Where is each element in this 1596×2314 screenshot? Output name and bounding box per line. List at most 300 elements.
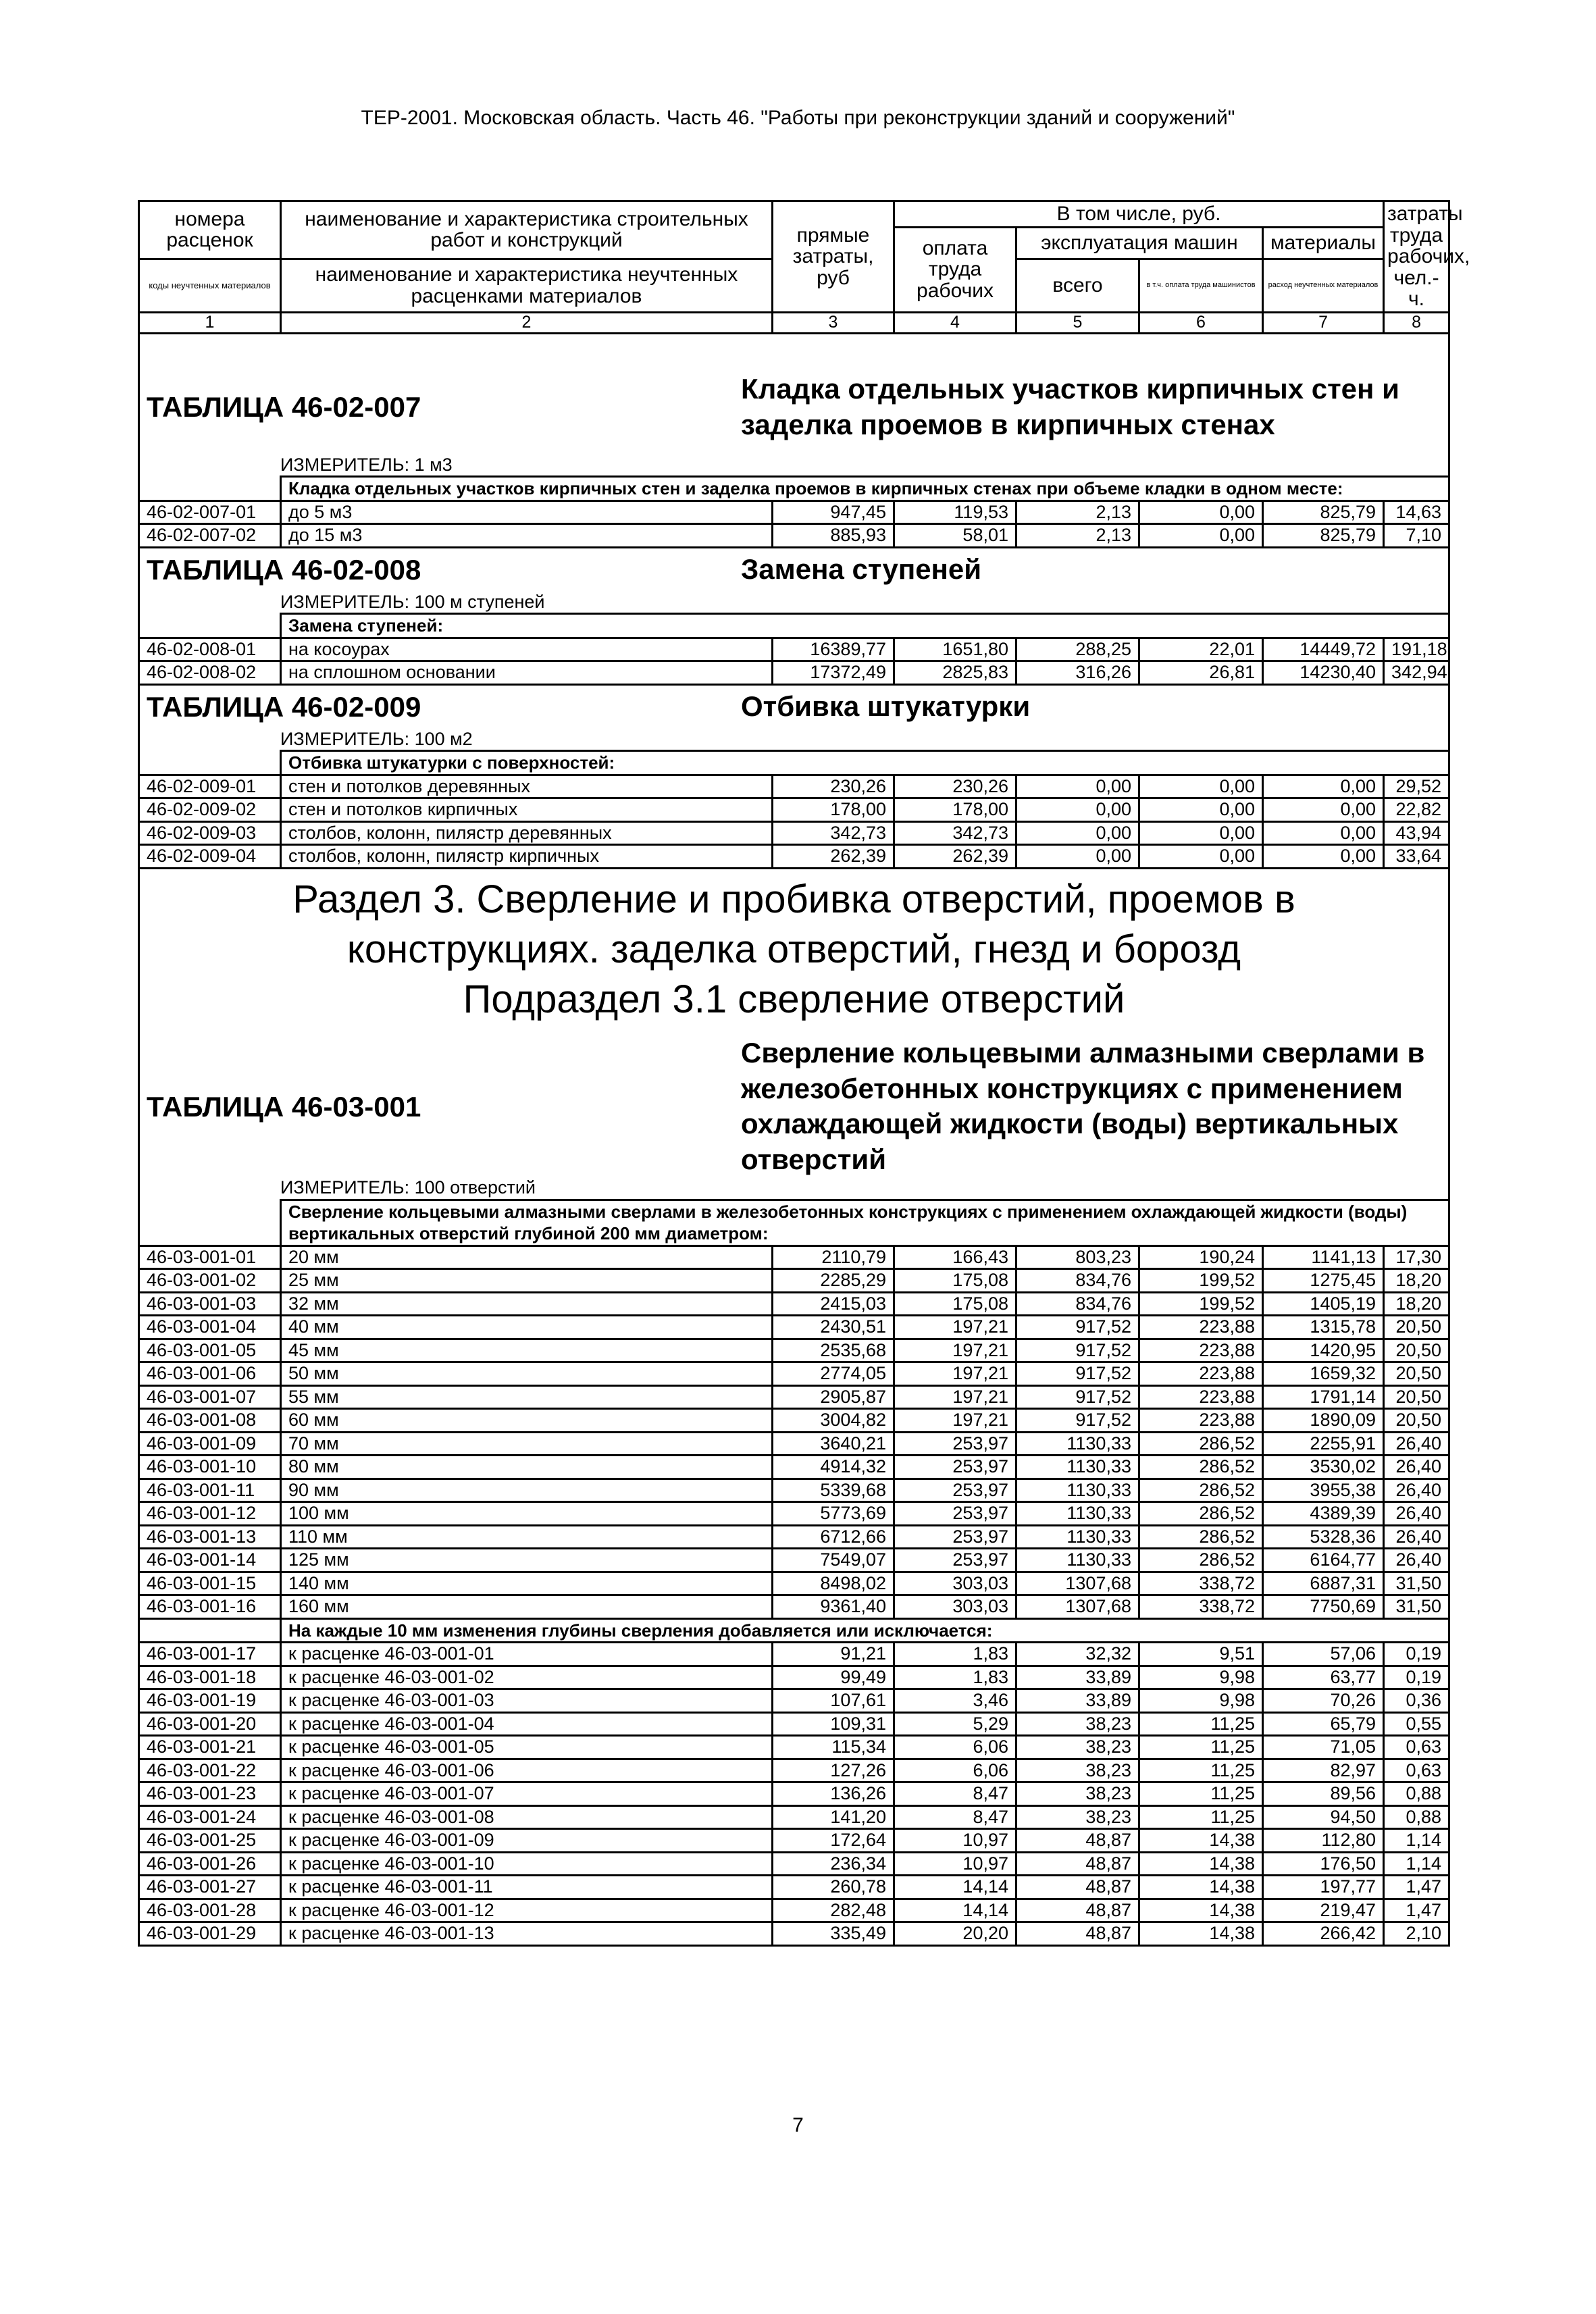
table-title: Кладка отдельных участков кирпичных стен и заделка проемов в кирпичных стенах xyxy=(741,373,1399,440)
machinist-wages: 22,01 xyxy=(1139,638,1263,661)
worker-wages: 14,14 xyxy=(894,1899,1016,1922)
table-row xyxy=(139,821,1449,845)
col-direct-costs-header: прямые затраты, руб xyxy=(773,201,894,313)
machines-total: 1307,68 xyxy=(1016,1595,1139,1619)
col-material-codes-header: коды неучтенных материалов xyxy=(139,259,281,312)
work-description: к расценке 46-03-001-04 xyxy=(281,1712,773,1736)
table-title: Сверление кольцевыми алмазными сверлами в железобетонных конструкциях с применением охлаждающей жидкости (воды) вертикальных отверстий xyxy=(741,1037,1425,1175)
rate-code: 46-03-001-02 xyxy=(139,1269,281,1293)
machinist-wages: 0,00 xyxy=(1139,500,1263,524)
machines-total: 38,23 xyxy=(1016,1712,1139,1736)
rate-code: 46-02-009-01 xyxy=(139,775,281,798)
labor-hours: 20,50 xyxy=(1384,1385,1449,1409)
worker-wages: 253,97 xyxy=(894,1549,1016,1572)
materials-cost: 1315,78 xyxy=(1263,1316,1384,1339)
work-description: стен и потолков деревянных xyxy=(281,775,773,798)
materials-cost: 6164,77 xyxy=(1263,1549,1384,1572)
labor-hours: 0,88 xyxy=(1384,1805,1449,1829)
machinist-wages: 286,52 xyxy=(1139,1456,1263,1479)
work-description: 45 мм xyxy=(281,1339,773,1362)
work-description: к расценке 46-03-001-05 xyxy=(281,1736,773,1759)
work-description: 140 мм xyxy=(281,1572,773,1595)
direct-costs: 127,26 xyxy=(773,1759,894,1782)
table-row xyxy=(139,1876,1449,1899)
rate-code: 46-03-001-03 xyxy=(139,1292,281,1316)
work-description: к расценке 46-03-001-02 xyxy=(281,1666,773,1689)
direct-costs: 2110,79 xyxy=(773,1245,894,1269)
table-row xyxy=(139,845,1449,869)
materials-cost: 71,05 xyxy=(1263,1736,1384,1759)
col-including-header: В том числе, руб. xyxy=(894,201,1384,228)
col-rate-number-header: номера расценок xyxy=(139,201,281,259)
materials-cost: 825,79 xyxy=(1263,524,1384,548)
section-heading-line: Раздел 3. Сверление и пробивка отверстий, проемов в xyxy=(292,877,1295,921)
table-row xyxy=(139,1269,1449,1293)
rate-code: 46-03-001-05 xyxy=(139,1339,281,1362)
table-row xyxy=(139,1689,1449,1713)
direct-costs: 4914,32 xyxy=(773,1456,894,1479)
table-row xyxy=(139,1852,1449,1876)
labor-hours: 26,40 xyxy=(1384,1525,1449,1549)
spacer xyxy=(139,333,1449,360)
machines-total: 316,26 xyxy=(1016,661,1139,685)
worker-wages: 197,21 xyxy=(894,1362,1016,1386)
rate-code: 46-03-001-18 xyxy=(139,1666,281,1689)
materials-cost: 1405,19 xyxy=(1263,1292,1384,1316)
table-row xyxy=(139,1292,1449,1316)
machinist-wages: 0,00 xyxy=(1139,845,1263,869)
rates-document xyxy=(138,200,1470,1947)
spacer xyxy=(139,1029,1449,1035)
labor-hours: 20,50 xyxy=(1384,1409,1449,1433)
labor-hours: 33,64 xyxy=(1384,845,1449,869)
machines-total: 38,23 xyxy=(1016,1782,1139,1806)
machinist-wages: 0,00 xyxy=(1139,524,1263,548)
machines-total: 48,87 xyxy=(1016,1876,1139,1899)
labor-hours: 18,20 xyxy=(1384,1269,1449,1293)
group-heading-row xyxy=(139,477,1449,501)
machines-total: 38,23 xyxy=(1016,1759,1139,1782)
labor-hours: 20,50 xyxy=(1384,1339,1449,1362)
machines-total: 48,87 xyxy=(1016,1852,1139,1876)
labor-hours: 2,10 xyxy=(1384,1922,1449,1946)
machinist-wages: 286,52 xyxy=(1139,1432,1263,1456)
machinist-wages: 14,38 xyxy=(1139,1829,1263,1853)
direct-costs: 136,26 xyxy=(773,1782,894,1806)
direct-costs: 8498,02 xyxy=(773,1572,894,1595)
group-heading: Кладка отдельных участков кирпичных стен и заделка проемов в кирпичных стенах при объеме кладки в одном месте: xyxy=(281,477,1449,501)
table-row xyxy=(139,1456,1449,1479)
machines-total: 834,76 xyxy=(1016,1269,1139,1293)
direct-costs: 2774,05 xyxy=(773,1362,894,1386)
materials-cost: 70,26 xyxy=(1263,1689,1384,1713)
column-number: 2 xyxy=(281,312,773,333)
column-number: 5 xyxy=(1016,312,1139,333)
materials-cost: 3955,38 xyxy=(1263,1479,1384,1502)
table-row xyxy=(139,1666,1449,1689)
materials-cost: 266,42 xyxy=(1263,1922,1384,1946)
materials-cost: 5328,36 xyxy=(1263,1525,1384,1549)
worker-wages: 178,00 xyxy=(894,798,1016,822)
machinist-wages: 223,88 xyxy=(1139,1385,1263,1409)
work-description: к расценке 46-03-001-08 xyxy=(281,1805,773,1829)
labor-hours: 0,36 xyxy=(1384,1689,1449,1713)
machines-total: 0,00 xyxy=(1016,845,1139,869)
machines-total: 1130,33 xyxy=(1016,1432,1139,1456)
labor-hours: 31,50 xyxy=(1384,1572,1449,1595)
rate-code: 46-02-009-03 xyxy=(139,821,281,845)
table-title-cell xyxy=(139,360,1449,455)
table-row xyxy=(139,1525,1449,1549)
rate-code: 46-03-001-13 xyxy=(139,1525,281,1549)
direct-costs: 16389,77 xyxy=(773,638,894,661)
work-description: до 15 м3 xyxy=(281,524,773,548)
work-description: столбов, колонн, пилястр деревянных xyxy=(281,821,773,845)
group-heading-blank xyxy=(139,1200,281,1245)
worker-wages: 253,97 xyxy=(894,1456,1016,1479)
table-title-row xyxy=(139,360,1449,455)
table-title-cell xyxy=(139,1035,1449,1177)
machinist-wages: 0,00 xyxy=(1139,798,1263,822)
direct-costs: 178,00 xyxy=(773,798,894,822)
table-row xyxy=(139,1316,1449,1339)
work-description: к расценке 46-03-001-01 xyxy=(281,1643,773,1666)
worker-wages: 3,46 xyxy=(894,1689,1016,1713)
machines-total: 0,00 xyxy=(1016,821,1139,845)
worker-wages: 6,06 xyxy=(894,1736,1016,1759)
rate-code: 46-02-007-01 xyxy=(139,500,281,524)
machinist-wages: 9,51 xyxy=(1139,1643,1263,1666)
table-title-block xyxy=(140,552,1448,588)
materials-cost: 63,77 xyxy=(1263,1666,1384,1689)
work-description: к расценке 46-03-001-11 xyxy=(281,1876,773,1899)
direct-costs: 236,34 xyxy=(773,1852,894,1876)
labor-hours: 1,47 xyxy=(1384,1899,1449,1922)
section-heading-line: Подраздел 3.1 сверление отверстий xyxy=(463,977,1125,1021)
labor-hours: 0,63 xyxy=(1384,1736,1449,1759)
materials-cost: 2255,91 xyxy=(1263,1432,1384,1456)
machinist-wages: 11,25 xyxy=(1139,1805,1263,1829)
labor-hours: 43,94 xyxy=(1384,821,1449,845)
machinist-wages: 14,38 xyxy=(1139,1852,1263,1876)
direct-costs: 6712,66 xyxy=(773,1525,894,1549)
labor-hours: 20,50 xyxy=(1384,1362,1449,1386)
machinist-wages: 223,88 xyxy=(1139,1362,1263,1386)
rates-table xyxy=(138,200,1470,1947)
worker-wages: 1,83 xyxy=(894,1666,1016,1689)
machines-total: 48,87 xyxy=(1016,1922,1139,1946)
machines-total: 288,25 xyxy=(1016,638,1139,661)
machinist-wages: 9,98 xyxy=(1139,1666,1263,1689)
direct-costs: 947,45 xyxy=(773,500,894,524)
table-meter: ИЗМЕРИТЕЛЬ: 100 м2 xyxy=(280,728,473,749)
worker-wages: 1,83 xyxy=(894,1643,1016,1666)
direct-costs: 5773,69 xyxy=(773,1502,894,1526)
rate-code: 46-03-001-16 xyxy=(139,1595,281,1619)
table-title-row xyxy=(139,1035,1449,1177)
rate-code: 46-02-008-01 xyxy=(139,638,281,661)
table-row xyxy=(139,500,1449,524)
table-meter: ИЗМЕРИТЕЛЬ: 100 отверстий xyxy=(280,1177,536,1198)
table-row xyxy=(139,1572,1449,1595)
rate-code: 46-03-001-23 xyxy=(139,1782,281,1806)
rate-code: 46-03-001-10 xyxy=(139,1456,281,1479)
work-description: 50 мм xyxy=(281,1362,773,1386)
materials-cost: 825,79 xyxy=(1263,500,1384,524)
table-title-block xyxy=(140,689,1448,725)
table-row xyxy=(139,1432,1449,1456)
labor-hours: 0,88 xyxy=(1384,1782,1449,1806)
work-description: 70 мм xyxy=(281,1432,773,1456)
labor-hours: 0,63 xyxy=(1384,1759,1449,1782)
direct-costs: 2415,03 xyxy=(773,1292,894,1316)
work-description: 40 мм xyxy=(281,1316,773,1339)
group-heading-blank xyxy=(139,751,281,775)
direct-costs: 17372,49 xyxy=(773,661,894,685)
labor-hours: 191,18 xyxy=(1384,638,1449,661)
rate-code: 46-03-001-01 xyxy=(139,1245,281,1269)
rate-code: 46-03-001-19 xyxy=(139,1689,281,1713)
work-description: стен и потолков кирпичных xyxy=(281,798,773,822)
machines-total: 1130,33 xyxy=(1016,1502,1139,1526)
table-row xyxy=(139,1899,1449,1922)
machines-total: 917,52 xyxy=(1016,1316,1139,1339)
direct-costs: 2905,87 xyxy=(773,1385,894,1409)
materials-cost: 65,79 xyxy=(1263,1712,1384,1736)
rate-code: 46-03-001-25 xyxy=(139,1829,281,1853)
materials-cost: 1420,95 xyxy=(1263,1339,1384,1362)
table-row xyxy=(139,1759,1449,1782)
work-description: к расценке 46-03-001-13 xyxy=(281,1922,773,1946)
labor-hours: 14,63 xyxy=(1384,500,1449,524)
work-description: 160 мм xyxy=(281,1595,773,1619)
col-work-name-header: наименование и характеристика строительных работ и конструкций xyxy=(281,201,773,259)
labor-hours: 26,40 xyxy=(1384,1432,1449,1456)
machines-total: 2,13 xyxy=(1016,500,1139,524)
work-description: 20 мм xyxy=(281,1245,773,1269)
labor-hours: 0,19 xyxy=(1384,1643,1449,1666)
worker-wages: 197,21 xyxy=(894,1409,1016,1433)
direct-costs: 172,64 xyxy=(773,1829,894,1853)
direct-costs: 3640,21 xyxy=(773,1432,894,1456)
machines-total: 38,23 xyxy=(1016,1736,1139,1759)
machines-total: 917,52 xyxy=(1016,1385,1139,1409)
section-heading-line: конструкциях. заделка отверстий, гнезд и борозд xyxy=(346,927,1241,971)
machinist-wages: 223,88 xyxy=(1139,1339,1263,1362)
machinist-wages: 338,72 xyxy=(1139,1595,1263,1619)
direct-costs: 342,73 xyxy=(773,821,894,845)
materials-cost: 1659,32 xyxy=(1263,1362,1384,1386)
table-row xyxy=(139,1643,1449,1666)
materials-cost: 6887,31 xyxy=(1263,1572,1384,1595)
machinist-wages: 286,52 xyxy=(1139,1525,1263,1549)
machines-total: 48,87 xyxy=(1016,1899,1139,1922)
machines-total: 0,00 xyxy=(1016,775,1139,798)
table-title-cell xyxy=(139,684,1449,729)
labor-hours: 26,40 xyxy=(1384,1479,1449,1502)
materials-cost: 3530,02 xyxy=(1263,1456,1384,1479)
worker-wages: 175,08 xyxy=(894,1269,1016,1293)
worker-wages: 8,47 xyxy=(894,1805,1016,1829)
machines-total: 1130,33 xyxy=(1016,1479,1139,1502)
labor-hours: 26,40 xyxy=(1384,1549,1449,1572)
direct-costs: 885,93 xyxy=(773,524,894,548)
labor-hours: 26,40 xyxy=(1384,1502,1449,1526)
direct-costs: 7549,07 xyxy=(773,1549,894,1572)
machinist-wages: 286,52 xyxy=(1139,1479,1263,1502)
worker-wages: 5,29 xyxy=(894,1712,1016,1736)
machinist-wages: 11,25 xyxy=(1139,1782,1263,1806)
direct-costs: 107,61 xyxy=(773,1689,894,1713)
worker-wages: 253,97 xyxy=(894,1432,1016,1456)
meter-cell xyxy=(139,1177,1449,1200)
table-meter: ИЗМЕРИТЕЛЬ: 100 м ступеней xyxy=(280,591,545,612)
col-machinist-wages-header: в т.ч. оплата труда машинистов xyxy=(1139,259,1263,312)
materials-cost: 7750,69 xyxy=(1263,1595,1384,1619)
col-labor-hours-header: затраты труда рабочих, чел.-ч. xyxy=(1384,201,1449,313)
page-number: 7 xyxy=(792,2114,804,2136)
machinist-wages: 223,88 xyxy=(1139,1409,1263,1433)
rate-code: 46-03-001-09 xyxy=(139,1432,281,1456)
work-description: 90 мм xyxy=(281,1479,773,1502)
rate-code: 46-03-001-07 xyxy=(139,1385,281,1409)
labor-hours: 7,10 xyxy=(1384,524,1449,548)
section-heading xyxy=(139,868,1449,1029)
table-number: ТАБЛИЦА 46-02-007 xyxy=(147,391,421,423)
table-row xyxy=(139,1385,1449,1409)
rate-code: 46-03-001-27 xyxy=(139,1876,281,1899)
column-number: 8 xyxy=(1384,312,1449,333)
rate-code: 46-02-007-02 xyxy=(139,524,281,548)
worker-wages: 342,73 xyxy=(894,821,1016,845)
column-number: 7 xyxy=(1263,312,1384,333)
work-description: 25 мм xyxy=(281,1269,773,1293)
table-title-block xyxy=(140,371,1448,442)
col-material-names-header: наименование и характеристика неучтенных расценками материалов xyxy=(281,259,773,312)
machines-total: 917,52 xyxy=(1016,1339,1139,1362)
table-row xyxy=(139,1362,1449,1386)
table-row xyxy=(139,524,1449,548)
worker-wages: 10,97 xyxy=(894,1829,1016,1853)
machines-total: 1130,33 xyxy=(1016,1456,1139,1479)
work-description: к расценке 46-03-001-12 xyxy=(281,1899,773,1922)
machines-total: 1130,33 xyxy=(1016,1525,1139,1549)
machinist-wages: 190,24 xyxy=(1139,1245,1263,1269)
machinist-wages: 11,25 xyxy=(1139,1712,1263,1736)
materials-cost: 0,00 xyxy=(1263,821,1384,845)
worker-wages: 58,01 xyxy=(894,524,1016,548)
direct-costs: 282,48 xyxy=(773,1899,894,1922)
worker-wages: 303,03 xyxy=(894,1572,1016,1595)
rate-code: 46-03-001-22 xyxy=(139,1759,281,1782)
machinist-wages: 14,38 xyxy=(1139,1922,1263,1946)
machinist-wages: 14,38 xyxy=(1139,1876,1263,1899)
table-row xyxy=(139,661,1449,685)
labor-hours: 18,20 xyxy=(1384,1292,1449,1316)
direct-costs: 99,49 xyxy=(773,1666,894,1689)
direct-costs: 115,34 xyxy=(773,1736,894,1759)
worker-wages: 10,97 xyxy=(894,1852,1016,1876)
machines-total: 33,89 xyxy=(1016,1689,1139,1713)
labor-hours: 22,82 xyxy=(1384,798,1449,822)
materials-cost: 4389,39 xyxy=(1263,1502,1384,1526)
table-row xyxy=(139,1922,1449,1946)
direct-costs: 230,26 xyxy=(773,775,894,798)
machinist-wages: 14,38 xyxy=(1139,1899,1263,1922)
materials-cost: 0,00 xyxy=(1263,775,1384,798)
direct-costs: 335,49 xyxy=(773,1922,894,1946)
group-heading: На каждые 10 мм изменения глубины сверления добавляется или исключается: xyxy=(281,1618,1449,1643)
direct-costs: 9361,40 xyxy=(773,1595,894,1619)
rate-code: 46-02-008-02 xyxy=(139,661,281,685)
group-heading-blank xyxy=(139,614,281,638)
table-row xyxy=(139,1829,1449,1853)
group-heading-blank xyxy=(139,1618,281,1643)
worker-wages: 119,53 xyxy=(894,500,1016,524)
worker-wages: 253,97 xyxy=(894,1525,1016,1549)
table-title: Отбивка штукатурки xyxy=(741,690,1031,723)
table-title-cell xyxy=(139,547,1449,592)
spacer-row xyxy=(139,1029,1449,1035)
meter-cell xyxy=(139,729,1449,751)
column-number: 6 xyxy=(1139,312,1263,333)
machines-total: 32,32 xyxy=(1016,1643,1139,1666)
work-description: 80 мм xyxy=(281,1456,773,1479)
worker-wages: 14,14 xyxy=(894,1876,1016,1899)
work-description: до 5 м3 xyxy=(281,500,773,524)
materials-cost: 1141,13 xyxy=(1263,1245,1384,1269)
table-row xyxy=(139,775,1449,798)
materials-cost: 0,00 xyxy=(1263,798,1384,822)
col-machines-total-header: всего xyxy=(1016,259,1139,312)
work-description: к расценке 46-03-001-07 xyxy=(281,1782,773,1806)
work-description: 110 мм xyxy=(281,1525,773,1549)
worker-wages: 197,21 xyxy=(894,1385,1016,1409)
materials-cost: 112,80 xyxy=(1263,1829,1384,1853)
machinist-wages: 0,00 xyxy=(1139,821,1263,845)
worker-wages: 175,08 xyxy=(894,1292,1016,1316)
labor-hours: 342,94 xyxy=(1384,661,1449,685)
materials-cost: 82,97 xyxy=(1263,1759,1384,1782)
table-row xyxy=(139,1409,1449,1433)
table-row xyxy=(139,1712,1449,1736)
labor-hours: 1,14 xyxy=(1384,1829,1449,1853)
rate-code: 46-03-001-26 xyxy=(139,1852,281,1876)
machinist-wages: 199,52 xyxy=(1139,1269,1263,1293)
worker-wages: 197,21 xyxy=(894,1316,1016,1339)
machines-total: 834,76 xyxy=(1016,1292,1139,1316)
table-header xyxy=(139,201,1470,334)
worker-wages: 6,06 xyxy=(894,1759,1016,1782)
column-number: 3 xyxy=(773,312,894,333)
direct-costs: 2535,68 xyxy=(773,1339,894,1362)
col-material-consumption-header: расход неучтенных материалов xyxy=(1263,259,1384,312)
rate-code: 46-03-001-06 xyxy=(139,1362,281,1386)
table-row xyxy=(139,1339,1449,1362)
work-description: на сплошном основании xyxy=(281,661,773,685)
rate-code: 46-03-001-12 xyxy=(139,1502,281,1526)
table-row xyxy=(139,1805,1449,1829)
rate-code: 46-03-001-20 xyxy=(139,1712,281,1736)
table-row xyxy=(139,1595,1449,1619)
worker-wages: 303,03 xyxy=(894,1595,1016,1619)
worker-wages: 230,26 xyxy=(894,775,1016,798)
table-title-row xyxy=(139,547,1449,592)
meter-row xyxy=(139,1177,1449,1200)
work-description: к расценке 46-03-001-03 xyxy=(281,1689,773,1713)
machines-total: 917,52 xyxy=(1016,1362,1139,1386)
rate-code: 46-03-001-14 xyxy=(139,1549,281,1572)
